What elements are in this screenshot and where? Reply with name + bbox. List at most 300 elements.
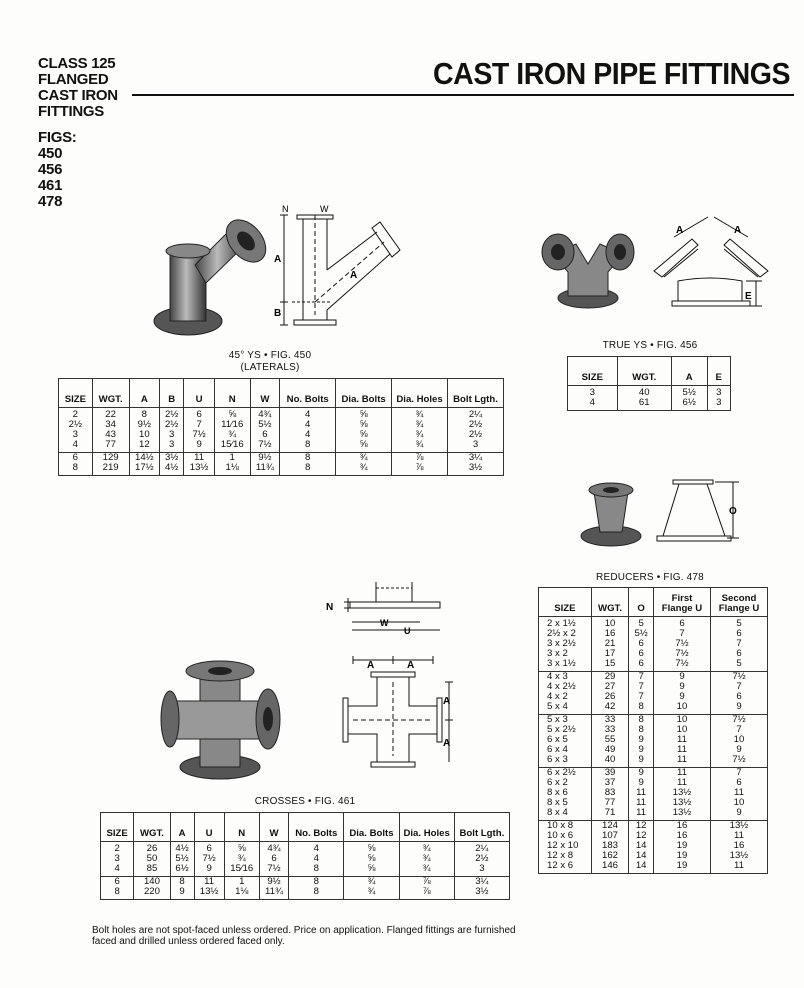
table-cell: 6½ xyxy=(671,398,707,411)
table-cell: 11¾ xyxy=(250,463,280,476)
table-cell: 39 xyxy=(591,768,629,779)
table-cell: 7 xyxy=(710,725,767,735)
cross-dim-n: N xyxy=(326,602,334,613)
table-cell: 5½ xyxy=(250,420,280,430)
table-cell: 12 xyxy=(629,821,654,832)
table-cell: 11 xyxy=(629,788,654,798)
table-cell: 2½ xyxy=(448,420,504,430)
table-cell: 6 xyxy=(710,649,767,659)
table-cell: 9 xyxy=(629,755,654,768)
column-header: No. Bolts xyxy=(289,813,344,842)
table-cell: 5 x 3 xyxy=(539,715,592,726)
dim-label-a-diagonal: A xyxy=(350,270,358,281)
table-cell: 5 x 2½ xyxy=(547,724,576,735)
table-cell: 7 xyxy=(629,682,654,692)
table-cell: 9 xyxy=(710,745,767,755)
table-cell: 7½ xyxy=(653,639,710,649)
table-cell: 43 xyxy=(92,430,129,440)
table-cell: 6 x 2 xyxy=(547,777,568,788)
table-cell: 6 xyxy=(653,617,710,630)
column-header: Dia. Bolts xyxy=(344,813,399,842)
title-rule xyxy=(132,94,794,96)
sidebar-title-line: FLANGED xyxy=(38,71,109,88)
table-row xyxy=(101,877,510,888)
table-cell: 4 xyxy=(589,397,595,408)
table-cell: 16 xyxy=(710,841,767,851)
column-header: O xyxy=(629,588,654,617)
table-cell: 12 xyxy=(629,831,654,841)
table-cell: 8 xyxy=(289,877,344,888)
table-cell: 12 x 8 xyxy=(547,850,574,861)
table-cell: 4 x 2½ xyxy=(547,681,576,692)
sidebar-title-line: CAST IRON xyxy=(38,87,118,104)
page-title: CAST IRON PIPE FITTINGS xyxy=(432,56,790,91)
table-cell: 11 xyxy=(653,745,710,755)
table-cell: 17 xyxy=(591,649,629,659)
cross-dim-a-top-right: A xyxy=(407,660,415,671)
table-cell: 61 xyxy=(617,398,671,411)
table-cell: 9 xyxy=(629,735,654,745)
column-header: WGT. xyxy=(92,379,129,408)
table-cell: ¾ xyxy=(392,420,448,430)
table-cell: 4 xyxy=(280,420,336,430)
table-cell: 10 xyxy=(653,725,710,735)
column-header: N xyxy=(224,813,259,842)
table-cell: ¾ xyxy=(336,463,392,476)
table-cell: 11 xyxy=(194,877,224,888)
column-header: A xyxy=(129,379,160,408)
table-cell: 9½ xyxy=(129,420,160,430)
table-row xyxy=(101,854,510,864)
table-cell: 11 xyxy=(710,861,767,874)
table-row xyxy=(101,864,510,877)
table-cell: 16 xyxy=(653,831,710,841)
table-cell: 15⁄16 xyxy=(224,864,259,877)
table-cell: 3 x 2½ xyxy=(547,638,576,649)
table-cell: 4 xyxy=(280,408,336,421)
table-cell: 9 xyxy=(710,808,767,821)
table-cell: 8 xyxy=(629,725,654,735)
table-cell: ⅝ xyxy=(336,408,392,421)
cross-diagram xyxy=(335,652,465,782)
table-cell: ¾ xyxy=(224,854,259,864)
table-cell: 19 xyxy=(653,851,710,861)
table-cell: 42 xyxy=(591,702,629,715)
table-header-row xyxy=(59,379,504,408)
table-cell: 2½ xyxy=(454,854,509,864)
column-header: B xyxy=(160,379,184,408)
table-cell: 8 xyxy=(289,887,344,900)
reducer-caption: REDUCERS • FIG. 478 xyxy=(596,572,704,583)
table-cell: ¾ xyxy=(336,453,392,464)
column-header: First Flange U xyxy=(653,588,710,617)
table-cell: 7 xyxy=(710,639,767,649)
true-y-dim-a-right: A xyxy=(734,225,742,236)
table-row xyxy=(539,692,768,702)
table-cell: 27 xyxy=(591,682,629,692)
table-cell: 3 xyxy=(454,864,509,877)
table-cell: 40 xyxy=(591,755,629,768)
table-cell: 3¼ xyxy=(454,877,509,888)
column-header: Bolt Lgth. xyxy=(454,813,509,842)
sidebar-title-line: FITTINGS xyxy=(38,103,104,120)
table-cell: 2½ xyxy=(448,430,504,440)
table-cell: 7½ xyxy=(259,864,288,877)
table-cell: 4 xyxy=(289,854,344,864)
table-cell: 9 xyxy=(194,864,224,877)
table-cell: 21 xyxy=(591,639,629,649)
table-cell: 15 xyxy=(591,659,629,672)
table-cell: ¾ xyxy=(399,842,454,855)
table-cell: 9 xyxy=(710,702,767,715)
column-header: SIZE xyxy=(539,588,592,617)
table-cell: 6½ xyxy=(170,864,194,877)
table-row xyxy=(539,659,768,672)
true-y-diagram xyxy=(650,215,770,315)
table-cell: 7 xyxy=(184,420,215,430)
fig-number: 461 xyxy=(38,177,63,194)
lateral-table xyxy=(58,378,504,476)
column-header: Dia. Holes xyxy=(392,379,448,408)
table-cell: 9 xyxy=(170,887,194,900)
table-cell: ⅞ xyxy=(399,877,454,888)
table-cell: 5½ xyxy=(629,629,654,639)
table-cell: 14 xyxy=(629,841,654,851)
table-cell: 8 xyxy=(170,877,194,888)
table-cell: 85 xyxy=(134,864,170,877)
table-row xyxy=(539,639,768,649)
table-cell: 3 xyxy=(160,440,184,453)
table-cell: 7½ xyxy=(710,715,767,726)
cross-caption: CROSSES • FIG. 461 xyxy=(254,796,356,807)
fig-number: 478 xyxy=(38,193,63,210)
table-cell: 11 xyxy=(653,755,710,768)
table-cell: 9 xyxy=(653,682,710,692)
table-row xyxy=(539,798,768,808)
table-cell: 8 xyxy=(629,715,654,726)
column-header: A xyxy=(671,357,707,386)
table-cell: 10 x 8 xyxy=(539,821,592,832)
table-cell: 8 x 6 xyxy=(547,787,568,798)
table-cell: 16 xyxy=(653,821,710,832)
table-cell: 2¼ xyxy=(448,408,504,421)
dim-label-b: B xyxy=(274,308,282,319)
column-header: U xyxy=(184,379,215,408)
table-cell: 16 xyxy=(591,629,629,639)
table-row xyxy=(59,440,504,453)
table-cell: 9 xyxy=(653,692,710,702)
table-cell: 8 xyxy=(72,462,79,473)
figs-label: FIGS: xyxy=(38,129,77,146)
table-cell: ⅝ xyxy=(344,842,399,855)
table-cell: 11 xyxy=(710,788,767,798)
table-cell: 22 xyxy=(92,408,129,421)
footnote: Bolt holes are not spot-faced unless ordered. Price on application. Flanged fittings are furnished faced and drilled unless ordered faced only. xyxy=(92,925,516,947)
cross-dim-a-top-left: A xyxy=(367,660,375,671)
table-cell: ¾ xyxy=(399,854,454,864)
column-header: Dia. Bolts xyxy=(336,379,392,408)
table-cell: ¾ xyxy=(392,430,448,440)
table-cell: 5 xyxy=(629,617,654,630)
table-cell: 50 xyxy=(134,854,170,864)
table-cell: 1 xyxy=(214,453,250,464)
true-y-dim-e: E xyxy=(745,291,752,302)
table-row xyxy=(539,682,768,692)
table-cell: ⅝ xyxy=(336,420,392,430)
table-header-row xyxy=(101,813,510,842)
column-header: SIZE xyxy=(59,379,93,408)
table-cell: 3 xyxy=(707,386,731,399)
table-cell: 1 xyxy=(224,877,259,888)
table-cell: 14½ xyxy=(129,453,160,464)
table-cell: 2 xyxy=(114,843,120,854)
fig-number: 456 xyxy=(38,161,63,178)
table-cell: 7 xyxy=(629,672,654,683)
table-row xyxy=(539,755,768,768)
cross-dim-a-right-bottom: A xyxy=(443,738,451,749)
column-header: N xyxy=(214,379,250,408)
table-cell: 9 xyxy=(629,745,654,755)
table-cell: 13½ xyxy=(653,808,710,821)
table-cell: 13½ xyxy=(194,887,224,900)
table-cell: 17½ xyxy=(129,463,160,476)
table-cell: 10 xyxy=(710,735,767,745)
table-cell: 124 xyxy=(591,821,629,832)
table-cell: ⅝ xyxy=(224,842,259,855)
lateral-caption xyxy=(200,350,340,374)
table-cell: 4 xyxy=(289,842,344,855)
table-row xyxy=(59,420,504,430)
table-cell: 2½ xyxy=(68,419,83,430)
table-row xyxy=(59,430,504,440)
table-cell: 4 xyxy=(280,430,336,440)
table-cell: 4 xyxy=(114,863,120,874)
column-header: U xyxy=(194,813,224,842)
column-header: Bolt Lgth. xyxy=(448,379,504,408)
table-cell: 6 xyxy=(629,649,654,659)
table-cell: 13½ xyxy=(653,798,710,808)
table-cell: 1⅛ xyxy=(224,887,259,900)
table-cell: 6 xyxy=(629,639,654,649)
table-header-row xyxy=(539,588,768,617)
table-cell: 8 xyxy=(289,864,344,877)
table-cell: ⅝ xyxy=(344,854,399,864)
table-cell: 8 xyxy=(280,453,336,464)
table-cell: 12 xyxy=(129,440,160,453)
table-cell: 49 xyxy=(591,745,629,755)
reducer-diagram xyxy=(655,478,755,548)
true-y-caption: TRUE YS • FIG. 456 xyxy=(602,340,698,351)
cross-dim-a-right-top: A xyxy=(443,696,451,707)
table-row xyxy=(59,408,504,421)
table-cell: 8 xyxy=(280,463,336,476)
table-cell: 11 xyxy=(653,778,710,788)
table-cell: 8 xyxy=(114,886,120,897)
table-cell: 2 xyxy=(72,409,79,420)
table-row xyxy=(101,887,510,900)
table-cell: 8 xyxy=(280,440,336,453)
table-cell: ¾ xyxy=(392,440,448,453)
column-header: WGT. xyxy=(617,357,671,386)
table-row xyxy=(59,453,504,464)
table-cell: ⅝ xyxy=(214,408,250,421)
table-cell: 10 xyxy=(129,430,160,440)
table-cell: 19 xyxy=(653,861,710,874)
table-cell: 11⁄16 xyxy=(214,420,250,430)
table-cell: ¾ xyxy=(344,887,399,900)
table-cell: 9 xyxy=(184,440,215,453)
table-cell: 6 xyxy=(710,778,767,788)
table-cell: 6 xyxy=(259,854,288,864)
table-cell: ¾ xyxy=(392,408,448,421)
table-cell: 7 xyxy=(653,629,710,639)
table-cell: 3 xyxy=(160,430,184,440)
table-cell: 9 xyxy=(629,778,654,788)
table-cell: 6 x 2½ xyxy=(539,768,592,779)
table-cell: 4½ xyxy=(160,463,184,476)
table-cell: 9½ xyxy=(250,453,280,464)
table-cell: 6 xyxy=(710,692,767,702)
table-cell: 77 xyxy=(92,440,129,453)
table-cell: 8 x 4 xyxy=(547,807,568,818)
table-cell: 220 xyxy=(134,887,170,900)
table-cell: 2¼ xyxy=(454,842,509,855)
cross-table xyxy=(100,812,510,900)
table-cell: 8 xyxy=(629,702,654,715)
table-cell: 4¾ xyxy=(250,408,280,421)
table-cell: 7½ xyxy=(710,755,767,768)
table-cell: 3 x 1½ xyxy=(547,658,576,669)
reducer-table xyxy=(538,587,768,874)
lateral-caption-sub: (LATERALS) xyxy=(240,362,300,373)
table-cell: 13½ xyxy=(710,821,767,832)
table-cell: 7½ xyxy=(653,659,710,672)
column-header: No. Bolts xyxy=(280,379,336,408)
table-cell: 6 xyxy=(710,629,767,639)
table-cell: 14 xyxy=(629,861,654,874)
table-cell: 7½ xyxy=(710,672,767,683)
column-header: SIZE xyxy=(568,357,618,386)
table-cell: 2 x 1½ xyxy=(547,618,576,629)
table-cell: 6 xyxy=(629,659,654,672)
table-cell: 8 x 5 xyxy=(547,797,568,808)
column-header: WGT. xyxy=(134,813,170,842)
table-cell: 5 x 4 xyxy=(547,701,568,712)
table-cell: 9 xyxy=(629,768,654,779)
column-header: W xyxy=(259,813,288,842)
table-cell: 83 xyxy=(591,788,629,798)
table-cell: 10 xyxy=(653,702,710,715)
lateral-caption-title: 45° YS • FIG. 450 xyxy=(228,350,312,361)
table-cell: 77 xyxy=(591,798,629,808)
table-cell: 6 x 4 xyxy=(547,744,568,755)
table-cell: 3 xyxy=(114,853,120,864)
cross-dim-w: W xyxy=(380,618,389,628)
table-cell: ⅝ xyxy=(336,440,392,453)
cross-flange-detail xyxy=(320,580,450,640)
table-row xyxy=(539,808,768,821)
table-row xyxy=(568,398,731,411)
table-cell: 10 xyxy=(591,617,629,630)
table-cell: 4½ xyxy=(170,842,194,855)
table-cell: 4 x 2 xyxy=(547,691,568,702)
dim-label-a: A xyxy=(274,254,282,265)
table-cell: 6 xyxy=(250,430,280,440)
table-cell: 7 xyxy=(710,682,767,692)
table-cell: 11 xyxy=(629,808,654,821)
table-cell: 2½ x 2 xyxy=(547,628,576,639)
table-cell: 3 xyxy=(72,429,79,440)
table-row xyxy=(59,463,504,476)
cross-photo xyxy=(160,655,280,780)
table-cell: 9 xyxy=(653,672,710,683)
column-header: W xyxy=(250,379,280,408)
table-cell: ⅞ xyxy=(399,887,454,900)
table-cell: 11 xyxy=(653,768,710,779)
table-cell: 13½ xyxy=(653,788,710,798)
table-cell: 146 xyxy=(591,861,629,874)
table-cell: 12 x 10 xyxy=(547,840,579,851)
sidebar-title-block xyxy=(38,56,118,210)
table-cell: 219 xyxy=(92,463,129,476)
lateral-diagram xyxy=(272,204,412,335)
table-cell: 6 xyxy=(59,453,93,464)
dim-label-n: N xyxy=(282,204,289,214)
table-cell: 11 xyxy=(629,798,654,808)
table-cell: ¾ xyxy=(344,877,399,888)
table-cell: 8 xyxy=(129,408,160,421)
reducer-photo xyxy=(576,478,646,548)
true-y-table xyxy=(567,356,731,411)
table-header-row xyxy=(568,357,731,386)
table-cell: ⅝ xyxy=(336,430,392,440)
table-cell: 3 x 2 xyxy=(547,648,568,659)
table-cell: 3 xyxy=(448,440,504,453)
lateral-photo xyxy=(150,205,270,345)
table-cell: 33 xyxy=(591,715,629,726)
table-row xyxy=(101,842,510,855)
table-cell: ⅞ xyxy=(392,453,448,464)
table-cell: 29 xyxy=(591,672,629,683)
table-cell: 12 x 6 xyxy=(547,860,574,871)
table-cell: 11¾ xyxy=(259,887,288,900)
table-cell: 15⁄16 xyxy=(214,440,250,453)
table-cell: 2½ xyxy=(160,408,184,421)
table-cell: 4¾ xyxy=(259,842,288,855)
table-cell: 14 xyxy=(629,851,654,861)
dim-label-w: W xyxy=(320,204,329,214)
table-cell: 7½ xyxy=(184,430,215,440)
table-cell: 6 xyxy=(194,842,224,855)
table-cell: 162 xyxy=(591,851,629,861)
table-cell: 13½ xyxy=(710,851,767,861)
table-cell: 7½ xyxy=(250,440,280,453)
table-row xyxy=(539,735,768,745)
table-cell: 3 xyxy=(589,387,595,398)
table-cell: 7 xyxy=(710,768,767,779)
table-cell: ⅝ xyxy=(344,864,399,877)
table-cell: ⅞ xyxy=(392,463,448,476)
table-cell: 6 x 3 xyxy=(547,754,568,765)
table-row xyxy=(539,861,768,874)
table-cell: ¾ xyxy=(399,864,454,877)
column-header: E xyxy=(707,357,731,386)
table-cell: 26 xyxy=(134,842,170,855)
table-cell: 11 xyxy=(653,735,710,745)
true-y-dim-a-left: A xyxy=(676,225,684,236)
table-cell: 183 xyxy=(591,841,629,851)
true-y-photo xyxy=(538,232,638,312)
